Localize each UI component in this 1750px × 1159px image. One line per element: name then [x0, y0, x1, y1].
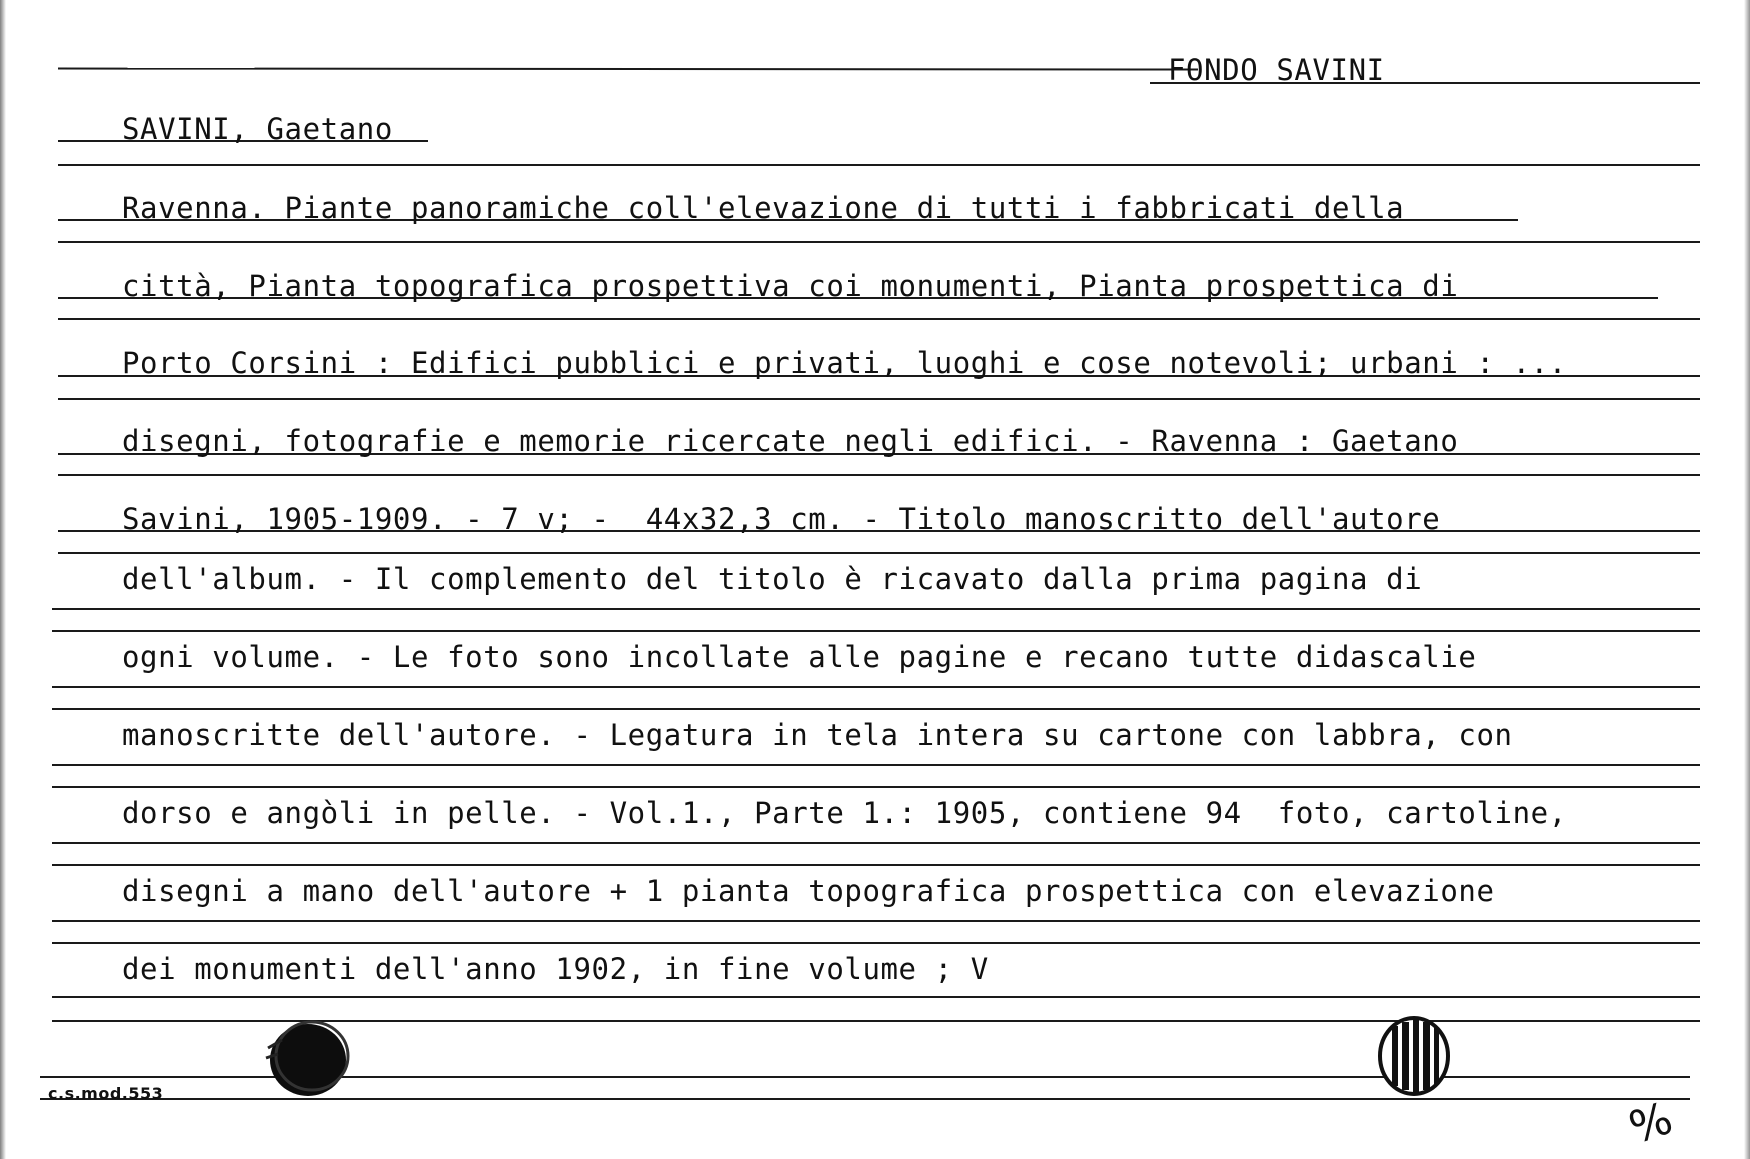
ruled-line	[52, 608, 1700, 610]
ruled-line	[52, 842, 1700, 844]
punch-hole-right-icon	[1372, 1012, 1456, 1100]
record-line: disegni a mano dell'autore + 1 pianta topografica prospettica con elevazione	[122, 874, 1495, 908]
record-line: ogni volume. - Le foto sono incollate alle pagine e recano tutte didascalie	[122, 640, 1477, 674]
card-left-edge	[0, 0, 6, 1159]
ruled-line	[58, 164, 1700, 166]
ruled-line	[52, 630, 1700, 632]
fondo-heading: FONDO SAVINI	[1168, 53, 1385, 87]
ruled-line	[52, 786, 1700, 788]
ruled-line	[52, 942, 1700, 944]
ruled-line	[58, 318, 1700, 320]
record-line: dell'album. - Il complemento del titolo è ricavato dalla prima pagina di	[122, 562, 1423, 596]
record-line: Ravenna. Piante panoramiche coll'elevazione di tutti i fabbricati della	[122, 191, 1405, 225]
author-heading: SAVINI, Gaetano	[122, 112, 393, 146]
record-line: manoscritte dell'autore. - Legatura in tela intera su cartone con labbra, con	[122, 718, 1513, 752]
ruled-line	[52, 686, 1700, 688]
record-line: Savini, 1905-1909. - 7 v; - 44x32,3 cm. - Titolo manoscritto dell'autore	[122, 502, 1441, 536]
ruled-line	[58, 241, 1700, 243]
ruled-line	[52, 996, 1700, 998]
ruled-line	[58, 398, 1700, 400]
form-code: c.s.mod.553	[48, 1084, 164, 1103]
record-line: dei monumenti dell'anno 1902, in fine volume ; V	[122, 952, 989, 986]
ruled-line	[58, 68, 1198, 71]
ruled-line	[58, 552, 1700, 554]
ruled-line	[52, 920, 1700, 922]
record-line: disegni, fotografie e memorie ricercate negli edifici. - Ravenna : Gaetano	[122, 424, 1459, 458]
ruled-line	[52, 764, 1700, 766]
corner-mark: %	[1623, 1092, 1679, 1155]
card-right-edge	[1744, 0, 1750, 1159]
ruled-line	[52, 708, 1700, 710]
record-line: città, Pianta topografica prospettiva coi monumenti, Pianta prospettica di	[122, 269, 1459, 303]
record-line: dorso e angòli in pelle. - Vol.1., Parte 1.: 1905, contiene 94 foto, cartoline,	[122, 796, 1567, 830]
punch-hole-left-icon	[262, 1018, 350, 1102]
record-line: Porto Corsini : Edifici pubblici e privati, luoghi e cose notevoli; urbani : ...	[122, 346, 1567, 380]
ruled-line	[58, 474, 1700, 476]
ruled-line	[52, 864, 1700, 866]
